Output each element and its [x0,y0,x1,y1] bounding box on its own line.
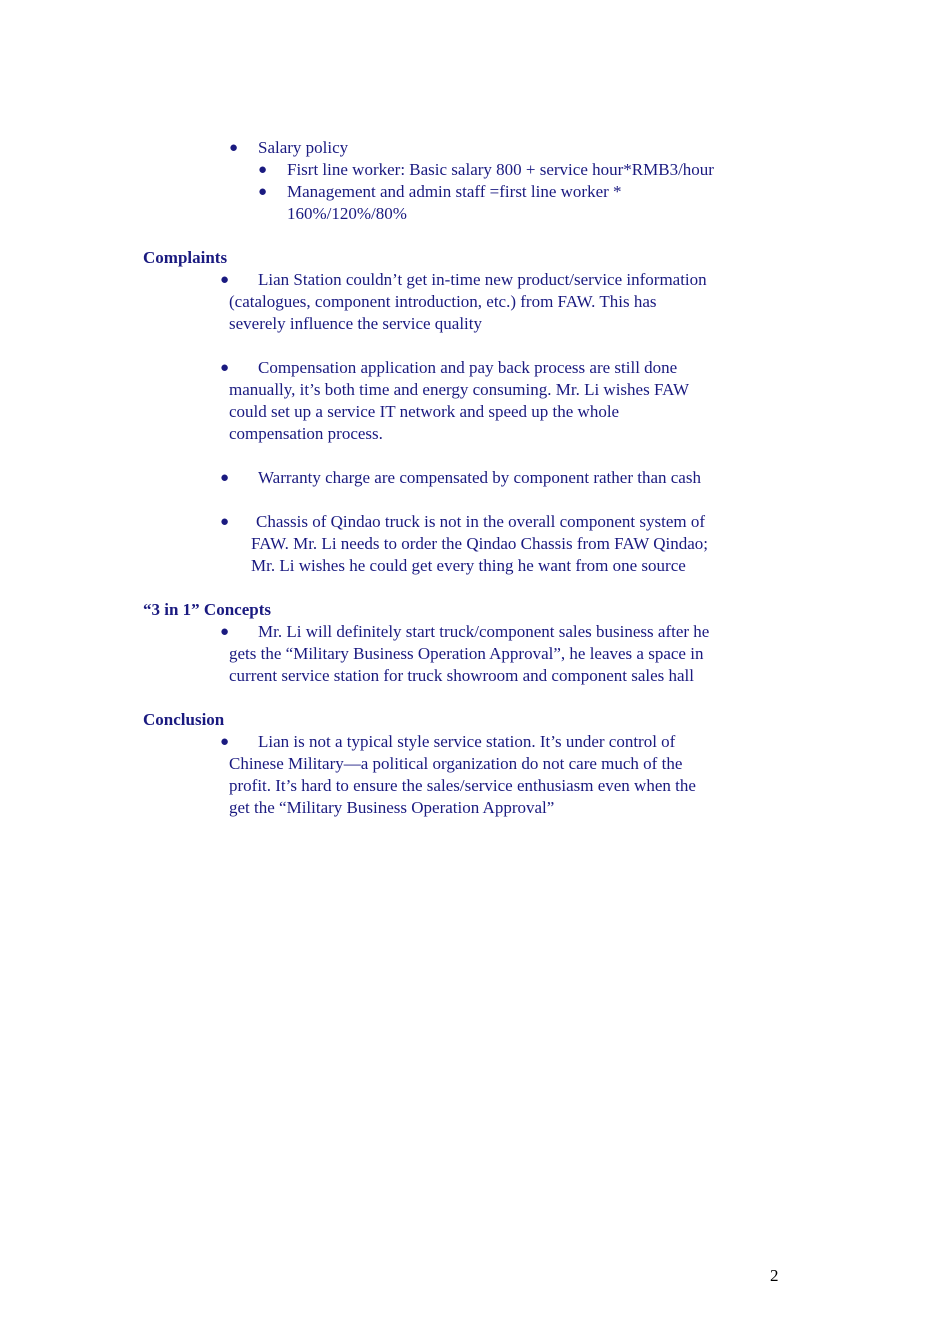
bullet-icon: ● [258,162,268,178]
bullet-icon: ● [220,272,230,288]
complaint-line: Compensation application and pay back process are still done [258,358,678,377]
complaints-heading: Complaints [143,248,228,267]
bullet-icon: ● [220,360,230,376]
complaint-line: severely influence the service quality [229,314,482,333]
salary-policy-title: Salary policy [258,138,349,157]
complaint-line: (catalogues, component introduction, etc.) from FAW. This has [229,292,657,311]
complaint-line: FAW. Mr. Li needs to order the Qindao Chassis from FAW Qindao; [251,534,709,553]
conclusion-line: Chinese Military—a political organization do not care much of the [229,754,683,773]
concept-line: current service station for truck showroom and component sales hall [229,666,695,685]
page-number: 2 [770,1266,779,1285]
conclusion-line: get the “Military Business Operation Approval” [229,798,555,817]
complaint-line: Chassis of Qindao truck is not in the overall component system of [256,512,706,531]
complaint-line: could set up a service IT network and speed up the whole [229,402,620,421]
bullet-icon: ● [220,514,230,530]
complaint-line: Warranty charge are compensated by component rather than cash [258,468,701,487]
complaint-line: compensation process. [229,424,383,443]
bullet-icon: ● [220,734,230,750]
conclusion-line: profit. It’s hard to ensure the sales/service enthusiasm even when the [229,776,696,795]
salary-item-line: 160%/120%/80% [287,204,407,223]
complaint-line: manually, it’s both time and energy consuming. Mr. Li wishes FAW [229,380,690,399]
conclusion-line: Lian is not a typical style service station. It’s under control of [258,732,676,751]
bullet-icon: ● [220,624,230,640]
salary-item-line: Fisrt line worker: Basic salary 800 + service hour*RMB3/hour [287,160,714,179]
concept-line: Mr. Li will definitely start truck/component sales business after he [258,622,710,641]
bullet-icon: ● [258,184,268,200]
salary-item-line: Management and admin staff =first line worker * [287,182,622,201]
bullet-icon: ● [229,140,239,156]
concept-line: gets the “Military Business Operation Approval”, he leaves a space in [229,644,704,663]
complaint-line: Lian Station couldn’t get in-time new product/service information [258,270,707,289]
concepts-heading: “3 in 1” Concepts [143,600,271,619]
conclusion-heading: Conclusion [143,710,225,729]
complaint-line: Mr. Li wishes he could get every thing he want from one source [251,556,686,575]
bullet-icon: ● [220,470,230,486]
